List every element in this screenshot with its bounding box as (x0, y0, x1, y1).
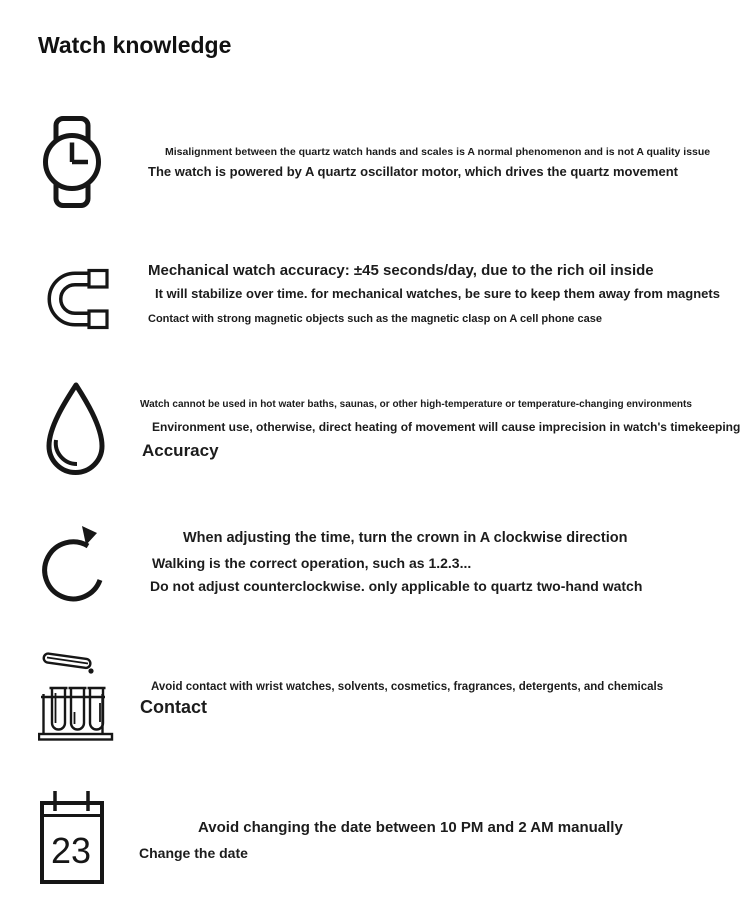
quartz-movement-text: The watch is powered by A quartz oscillator motor, which drives the quartz movement (148, 164, 678, 179)
quartz-misalignment-note: Misalignment between the quartz watch hands and scales is A normal phenomenon and is not A quality issue (165, 146, 711, 158)
magnet-accuracy-heading: Mechanical watch accuracy: ±45 seconds/day, due to the rich oil inside (148, 262, 654, 279)
contact-heading: Contact (140, 697, 207, 717)
date-change-warning-text: Avoid changing the date between 10 PM and 2 AM manually (198, 819, 623, 836)
watch-icon (42, 116, 102, 208)
chemicals-warning-note: Avoid contact with wrist watches, solvents, cosmetics, fragrances, detergents, and chemicals (151, 681, 664, 693)
accuracy-heading: Accuracy (142, 441, 219, 460)
crown-counterclockwise-text: Do not adjust counterclockwise. only applicable to quartz two-hand watch (150, 578, 643, 594)
water-drop-icon (40, 380, 111, 480)
calendar-icon (40, 789, 104, 885)
calendar-day-number: 23 (50, 830, 92, 871)
temperature-warning-note: Watch cannot be used in hot water baths, saunas, or other high-temperature or temperature-changing environments (140, 399, 692, 410)
magnet-icon (43, 267, 113, 331)
clockwise-arrow-icon (41, 524, 108, 612)
page-title: Watch knowledge (38, 32, 232, 58)
crown-clockwise-text: When adjusting the time, turn the crown in A clockwise direction (183, 530, 628, 546)
magnet-stabilize-text: It will stabilize over time. for mechanical watches, be sure to keep them away from magnets (155, 286, 720, 301)
change-date-label: Change the date (139, 845, 248, 861)
test-tubes-icon (38, 648, 116, 743)
temperature-environment-text: Environment use, otherwise, direct heating of movement will cause imprecision in watch's timekeeping (152, 420, 741, 434)
magnet-contact-note: Contact with strong magnetic objects such as the magnetic clasp on A cell phone case (148, 313, 602, 325)
crown-walking-text: Walking is the correct operation, such as 1.2.3... (152, 555, 472, 571)
